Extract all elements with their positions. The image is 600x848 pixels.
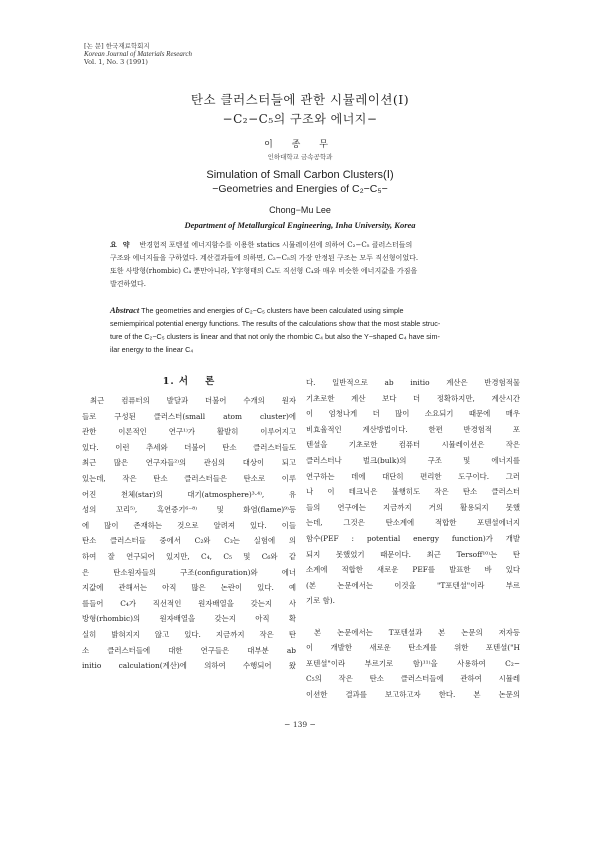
section-heading-end: 론 (205, 376, 216, 387)
body-line: initio calculation(계산)에 의하여 수행되어 왔 (82, 661, 296, 671)
affiliation-english: Department of Metallurgical Engineering, Inha University, Korea (184, 220, 416, 230)
body-line: 지값에 관해서는 아직 많은 논란이 있다. 예 (82, 583, 296, 593)
abstract-korean-label: 요약 (110, 240, 136, 249)
page-title-english: Simulation of Small Carbon Clusters(Ⅰ) (206, 169, 394, 181)
abstract-korean (110, 238, 490, 291)
body-line: 텐셜을 기초로한 컴퓨터 시뮬레이션은 작은 (306, 440, 520, 450)
body-line: 연구하는 데에 대단히 편리한 도구이다. 그러 (306, 471, 520, 481)
subtitle-english: −Geometries and Energies of C₂−C₅− (212, 183, 388, 195)
body-line: 다. 일반적으로 ab initio 계산은 반경험적물 (306, 378, 520, 387)
author-korean: 이 종 무 (264, 140, 336, 150)
abstract-english-line: ilar energy to the linear C₄ (110, 345, 194, 354)
body-line: 실히 밝혀지지 않고 있다. 지금까지 작은 탄 (82, 629, 296, 639)
body-line: 에 많이 존재하는 것으로 알려져 있다. 이들 (82, 520, 296, 530)
abstract-english-label: Abstract (110, 305, 140, 315)
body-line: 이 엄청나게 더 많이 소요되기 때문에 매우 (306, 409, 520, 419)
subtitle-korean: −C₂−C₅의 구조와 에너지− (222, 112, 378, 126)
abstract-korean-line: 또한 사방형(rhombic) C₄ 뿐만아니라, Y字형태의 C₄도 직선형 C₄와 매우 비슷한 에너지값을 가짐을 (110, 267, 418, 275)
body-column-left (82, 393, 296, 674)
section-heading-number: 1. 서 (162, 376, 190, 387)
body-line: 를들어 C₄가 직선적인 원자배열을 갖는지 사 (82, 598, 296, 608)
body-line: (본 논문에서는 이것을 "T포텐셜"이라 부르 (306, 580, 520, 590)
body-line: 되지 못했었기 때문이다. 최근 Tersoff¹⁰⁾는 탄 (306, 549, 520, 559)
body-line: 관한 이론적인 연구¹⁾가 활발히 이루어지고 (82, 427, 296, 437)
body-line: 는데, 그것은 탄소계에 적합한 포텐셜에너지 (306, 518, 520, 528)
affiliation-korean: 인하대학교 금속공학과 (267, 153, 333, 161)
body-line: 소계에 적합한 새로운 PEF를 발표한 바 있다 (306, 565, 520, 575)
body-line: 포텐셜"이라 부르기로 함)¹¹⁾을 사용하여 C₂− (306, 658, 520, 668)
journal-name: Korean Journal of Materials Research (84, 50, 192, 58)
body-line: 어진 천체(star)의 대기(atmosphere)³·⁴⁾, 유 (82, 489, 296, 499)
author-english: Chong−Mu Lee (269, 205, 331, 215)
body-line: 방형(rhombic)의 원자배열을 갖는지 아직 확 (82, 614, 296, 624)
abstract-english (110, 304, 490, 356)
body-line: 기초로한 계산 보다 더 정확하지만, 계산시간 (306, 393, 520, 403)
body-line: C₅의 작은 탄소 클러스터들에 관하여 시뮬레 (306, 674, 520, 684)
body-column-right (306, 375, 520, 702)
body-line: 탄소 클러스터들 중에서 C₂와 C₃는 실험에 의 (82, 536, 296, 546)
body-line: 들로 구성된 클러스터(small atom cluster)에 (82, 411, 296, 421)
body-line: 이션한 결과를 보고하고자 한다. 본 논문의 (306, 689, 520, 699)
journal-header (84, 42, 192, 66)
paragraph-gap (306, 609, 520, 625)
journal-volume: Vol. 1, No. 3 (1991) (84, 58, 148, 66)
abstract-korean-line: 구조와 에너지들을 구하였다. 계산결과들에 의하면, C₂−C₅의 가장 안정된 구조는 모두 직선형이었다. (110, 254, 419, 262)
section-heading-introduction (82, 373, 296, 387)
body-line: 기로 함). (306, 596, 336, 606)
body-line: 비효율적인 계산방법이다. 한편 반경험적 포 (306, 424, 520, 434)
body-line: 최근 컴퓨터의 발달과 더불어 수개의 원자 (90, 396, 296, 405)
body-line: 들의 연구에는 지금까지 거의 활용되지 못했 (306, 502, 520, 512)
page-title-korean: 탄소 클러스터들에 관한 시뮬레이션(Ⅰ) (190, 92, 410, 107)
body-line: 함수(PEF : potential energy function)가 개발 (306, 533, 520, 543)
abstract-english-line: The geometries and energies of C₂−C₅ clusters have been calculated using simple (141, 306, 404, 315)
body-line: 있다. 이런 추세와 더불어 탄소 클러스터들도 (82, 442, 296, 452)
journal-category: [논 문] 한국재료학회지 (84, 42, 150, 50)
body-line: 나 이 테크닉은 불행히도 작은 탄소 클러스터 (306, 487, 520, 497)
page-number: − 139 − (284, 720, 316, 729)
body-line: 클러스터나 벌크(bulk)의 구조 및 에너지를 (306, 455, 520, 465)
abstract-korean-line: 반경험적 포텐셜 에너지함수를 이용한 statics 시뮬레이션에 의하여 C₂−C₅ 클러스터들의 (139, 241, 413, 249)
body-line: 이 개발한 새로운 탄소계를 위한 포텐셜("H (306, 643, 520, 653)
abstract-english-line: ture of the C₂−C₅ clusters is linear and that not only the rhombic C₄ but also the Y−shaped C₄ have sim- (110, 332, 440, 341)
abstract-english-line: semiempirical potential energy functions. The results of the calculations show that the most stable struc- (110, 319, 441, 328)
body-line: 성의 꼬리⁵⁾, 흑연증기⁶⁻⁸⁾ 및 화염(flame)⁹⁾등 (82, 505, 296, 515)
body-line: 하여 잘 연구되어 있지만, C₄, C₅ 및 C₆와 같 (82, 551, 296, 561)
body-line: 은 탄소원자들의 구조(configuration)와 에너 (82, 567, 296, 577)
abstract-korean-line: 발견하였다. (110, 280, 147, 288)
body-line: 최근 많은 연구자들²⁾의 관심의 대상이 되고 (82, 458, 296, 468)
body-line: 본 논문에서는 T포텐셜과 본 논문의 저자등 (314, 627, 520, 637)
body-line: 있는데, 작은 탄소 클러스터들은 탄소로 이루 (82, 473, 296, 483)
body-line: 소 클러스터들에 대한 연구들은 대부분 ab (82, 645, 296, 655)
